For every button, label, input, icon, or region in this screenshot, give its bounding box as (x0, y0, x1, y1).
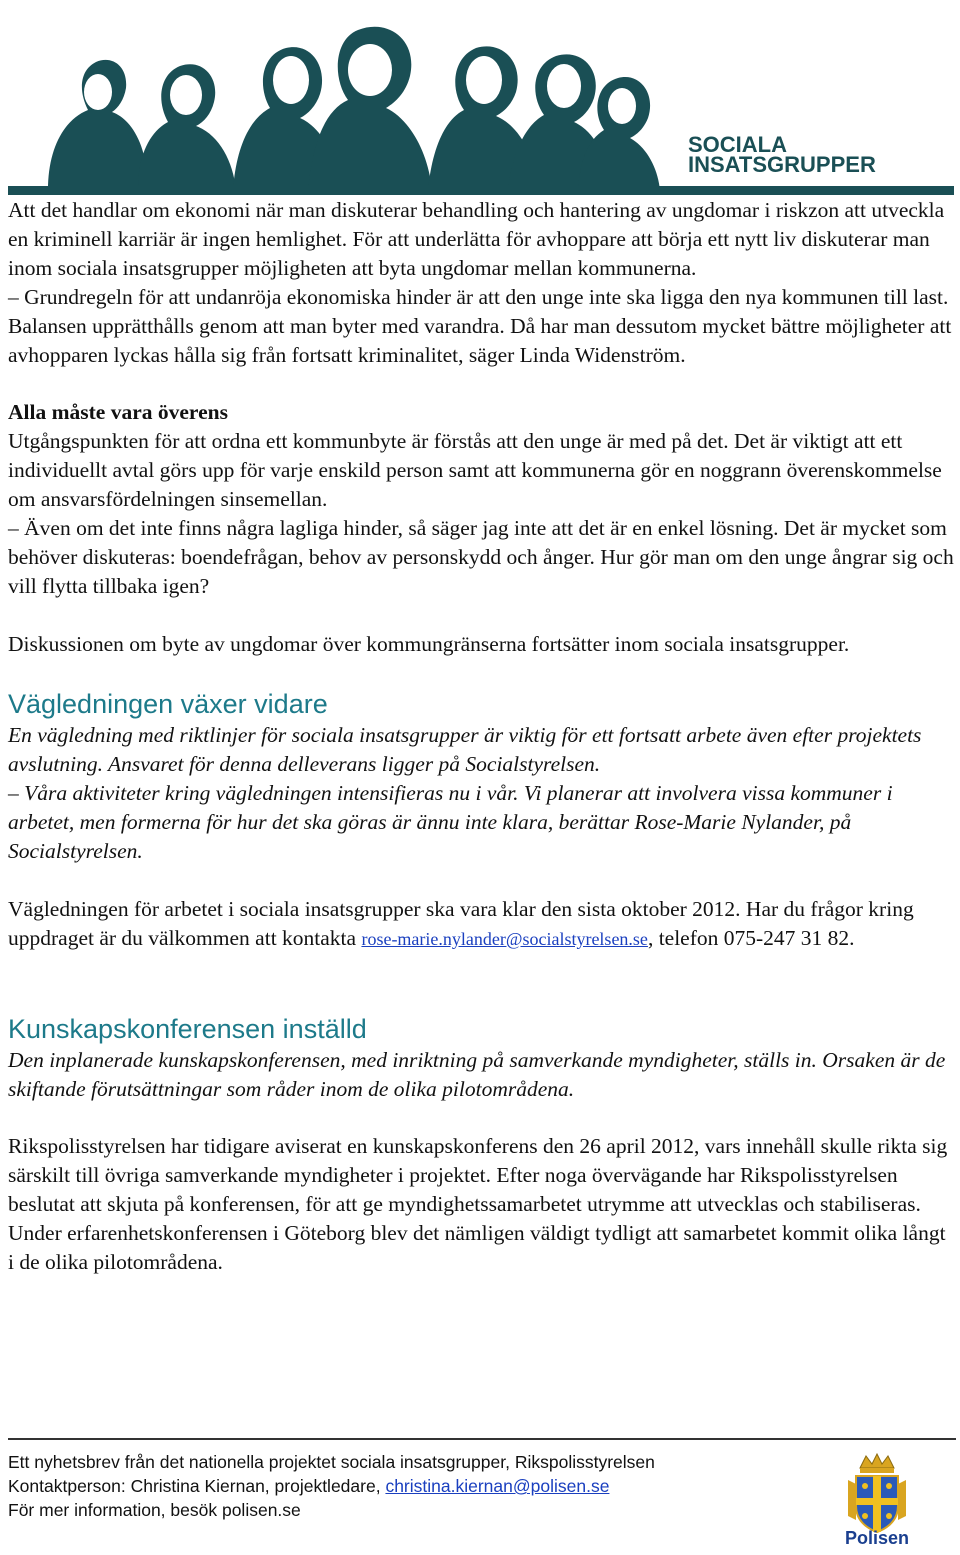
polisen-wordmark: Polisen (844, 1528, 910, 1548)
email-link-rose-marie[interactable]: rose-marie.nylander@socialstyrelsen.se (361, 928, 648, 949)
article1-paragraph-2: – Grundregeln för att undanröja ekonomiska hinder är att den unge inte ska ligga den nya kommunen till last. Balansen upprätthålls genom att man byter med varandra. Då har man dessutom mycket bättre möjligheter att avhopparen lyckas hålla sig från fortsatt kriminalitet, säger Linda Widenström. (8, 284, 952, 367)
polisen-logo (840, 1450, 914, 1550)
header-banner (8, 0, 954, 195)
article2-body-phone: , telefon 075-247 31 82. (647, 925, 855, 950)
article2-body (8, 895, 954, 954)
article2-quote: – Våra aktiviteter kring vägledningen intensifieras nu i vår. Vi planerar att involvera vissa kommuner i arbetet, men formerna för hur det ska göras är ännu inte klara, berättar Rose-Marie Nylander, på Socialstyrelsen. (8, 781, 893, 863)
footer-contact-text: Kontaktperson: Christina Kiernan, projektledare, (8, 1476, 386, 1496)
footer (8, 1438, 956, 1522)
brand-logo (688, 132, 876, 177)
article2-body-text: Vägledningen för arbetet i sociala insatsgrupper ska vara klar den sista oktober 2012. Har du frågor kring uppdraget är du välkommen att kontakta (8, 896, 914, 950)
article1-subheading: Alla måste vara överens (8, 400, 228, 425)
footer-line-3: För mer information, besök polisen.se (8, 1500, 301, 1520)
footer-line-2 (8, 1474, 956, 1498)
brand-line-1: SOCIALA (688, 132, 787, 157)
article2-lead: En vägledning med riktlinjer för sociala insatsgrupper är viktig för ett fortsatt arbete även efter projektets avslutning. Ansvaret för denna delleverans ligger på Socialstyrelsen. (8, 723, 922, 777)
article3-lead: Den inplanerade kunskapskonferensen, med inriktning på samverkande myndigheter, ställs in. Orsaken är de skiftande förutsättningar som råder inom de olika pilotområdena. (8, 1047, 946, 1101)
main-content (8, 196, 954, 1277)
article1-paragraph-1: Att det handlar om ekonomi när man diskuterar behandling och hantering av ungdomar i riskzon att utveckla en kriminell karriär är ingen hemlighet. För att underlätta för avhoppare att börja ett nytt liv diskuterar man inom sociala insatsgrupper möjligheten att byta ungdomar mellan kommunerna. (8, 198, 945, 280)
email-link-christina[interactable]: christina.kiernan@polisen.se (385, 1476, 610, 1496)
article1-paragraph-3: Utgångspunkten för att ordna ett kommunbyte är förstås att den unge är med på det. Det är viktigt att ett individuellt avtal görs upp för varje enskild person samt att kommunerna gör en noggrann överenskommelse om ansvarsfördelningen sinsemellan. (8, 429, 942, 512)
footer-line-1: Ett nyhetsbrev från det nationella projektet sociala insatsgrupper, Rikspolisstyrelsen (8, 1452, 655, 1472)
article3-body: Rikspolisstyrelsen har tidigare aviserat en kunskapskonferens den 26 april 2012, vars innehåll skulle rikta sig särskilt till övriga samverkande myndigheter i projektet. Efter noga övervägande har Rikspolisstyrelsen beslutat att skjuta på konferensen, för att ge myndighetssamarbetet utrymme att utvecklas och stabiliseras. Under erfarenhetskonferensen i Göteborg blev det nämligen väldigt tydligt att samarbetet kommit olika långt i de olika pilotområdena. (8, 1134, 948, 1274)
article3-title: Kunskapskonferensen inställd (8, 1013, 367, 1044)
article2-title: Vägledningen växer vidare (8, 689, 328, 720)
article1-paragraph-5: Diskussionen om byte av ungdomar över kommungränserna fortsätter inom sociala insatsgrupper. (8, 631, 850, 656)
brand-line-2: INSATSGRUPPER (688, 152, 876, 177)
article1-paragraph-4: – Även om det inte finns några lagliga hinder, så säger jag inte att det är en enkel lösning. Det är mycket som behöver diskuteras: boendefrågan, behov av personskydd och ånger. Hur gör man om den unge ångrar sig och vill flytta tillbaka igen? (8, 515, 954, 598)
